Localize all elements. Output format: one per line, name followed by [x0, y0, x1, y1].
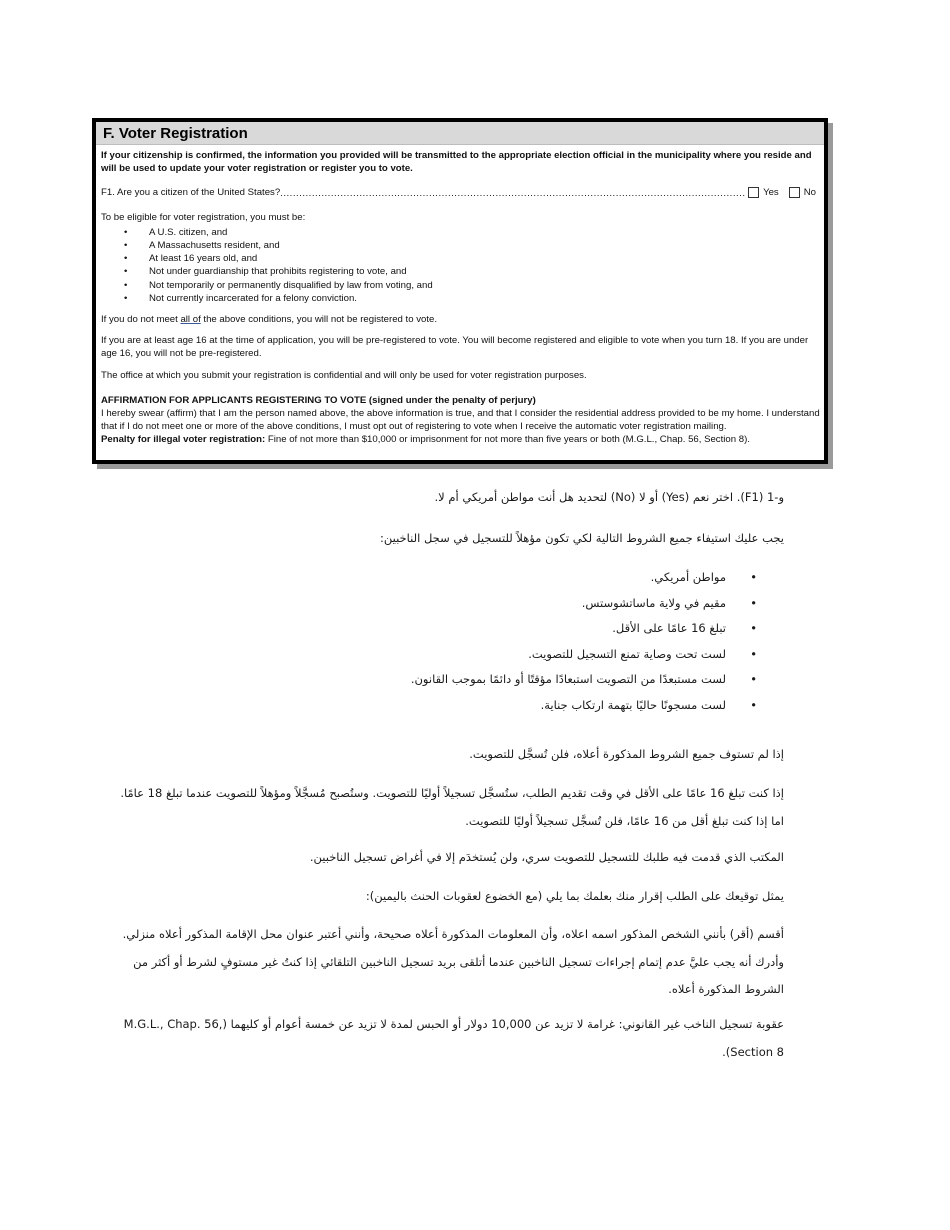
arabic-not-meet: إذا لم تستوف جميع الشروط المذكورة أعلاه، فلن تُسجَّل للتصويت. — [469, 747, 784, 761]
eligibility-list — [101, 226, 824, 305]
list-item: • لست تحت وصاية تمنع التسجيل للتصويت. — [108, 642, 784, 668]
voter-registration-form — [92, 118, 828, 464]
form-intro: If your citizenship is confirmed, the information you provided will be transmitted to the appropriate election official in the municipality where you reside and will be used to update your voter registration or register you to vote. — [101, 150, 812, 175]
no-label: No — [803, 187, 816, 199]
penalty-label: Penalty for illegal voter registration: — [101, 434, 266, 446]
yes-checkbox[interactable] — [748, 187, 759, 198]
arabic-eligibility-list — [108, 565, 784, 718]
confidential-paragraph: The office at which you submit your registration is confidential and will only be used for voter registration purposes. — [101, 369, 587, 381]
list-item: • Not under guardianship that prohibits registering to vote, and — [101, 265, 824, 278]
arabic-confidential: المكتب الذي قدمت فيه طلبك للتسجيل للتصويت سري، ولن يُستخدَم إلا في أغراض تسجيل الناخبين. — [309, 850, 784, 864]
arabic-eligibility-intro: يجب عليك استيفاء جميع الشروط التالية لكي تكون مؤهلاً للتسجيل في سجل الناخبين: — [379, 531, 784, 545]
penalty-text: Fine of not more than $10,000 or imprisonment for not more than five years or both (M.G.L., Chap. 56, Section 8). — [265, 434, 750, 446]
age-paragraph: If you are at least age 16 at the time of application, you will be pre-registered to vote. You will become registered and eligible to vote when you turn 18. If you are under age 16, you will not be pre-registered. — [101, 335, 809, 360]
list-item: • Not currently incarcerated for a felony conviction. — [101, 292, 824, 305]
yes-label: Yes — [763, 187, 779, 199]
not-meet-text-start: If you do not meet — [101, 314, 181, 326]
list-item: • مقيم في ولاية ماساتشوستس. — [108, 591, 784, 617]
list-item: • تبلغ 16 عامًا على الأقل. — [108, 616, 784, 642]
citizenship-question-row — [101, 186, 824, 199]
list-item: • A U.S. citizen, and — [101, 226, 824, 239]
list-item: • لست مسجونًا حاليًا بتهمة ارتكاب جناية. — [108, 693, 784, 719]
list-item: • At least 16 years old, and — [101, 252, 824, 265]
no-checkbox[interactable] — [789, 187, 800, 198]
not-meet-text-end: the above conditions, you will not be registered to vote. — [200, 314, 437, 326]
arabic-penalty: عقوبة تسجيل الناخب غير القانوني: غرامة لا تزيد عن 10,000 دولار أو الحبس لمدة لا تزيد عن خمسة أعوام أو كليهما (M.G.L., Chap. 56, Section 8). — [123, 1017, 784, 1059]
arabic-f1-line: و-1 (F1). اختر نعم (Yes) أو لا (No) لتحديد هل أنت مواطن أمريكي أم لا. — [434, 490, 784, 504]
arabic-signature-intro: يمثل توقيعك على الطلب إقرار منك بعلمك بما يلي (مع الخضوع لعقوبات الحنث باليمين): — [365, 889, 784, 903]
list-item: • مواطن أمريكي. — [108, 565, 784, 591]
list-item: • لست مستبعدًا من التصويت استبعادًا مؤقتًا أو دائمًا بموجب القانون. — [108, 667, 784, 693]
penalty-paragraph — [101, 433, 824, 446]
arabic-age-paragraph: إذا كنت تبلغ 16 عامًا على الأقل في وقت تقديم الطلب، ستُسجَّل تسجيلاً أوليًا للتصويت. وستُصبح مُسجَّلاً ومؤهلاً للتصويت عندما تبلغ 18 عامًا. اما إذا كنت تبلغ أقل من 16 عامًا، فلن تُسجَّل تسجيلاً أوليًا للتصويت. — [120, 786, 784, 828]
list-item: • A Massachusetts resident, and — [101, 239, 824, 252]
eligibility-title: To be eligible for voter registration, you must be: — [101, 211, 306, 223]
arabic-oath: أقسم (أقر) بأنني الشخص المذكور اسمه اعلاه، وأن المعلومات المذكورة أعلاه صحيحة، وأنني أعتبر عنوان محل الإقامة المذكور أعلاه منزلي. وأدرك أنه يجب عليَّ عدم إتمام إجراءات تسجيل الناخبين عندما أتلقى بريد تسجيل الناخبين التلقائي إذا كنتُ غير مستوفٍ لشرط أو أكثر من الشروط المذكورة أعلاه. — [122, 927, 784, 996]
form-title: F. Voter Registration — [96, 122, 824, 145]
list-item: • Not temporarily or permanently disqualified by law from voting, and — [101, 279, 824, 292]
citizenship-question: F1. Are you a citizen of the United States? — [101, 187, 281, 199]
not-meet-underlined: all of — [180, 314, 201, 326]
affirmation-text: I hereby swear (affirm) that I am the person named above, the above information is true, and that I consider the residential address provided to be my home. I understand that if I do not meet one or more of the above conditions, I must opt out of registering to vote when I receive the automatic voter registration mailing. — [101, 408, 820, 433]
not-meet-conditions — [101, 313, 824, 326]
affirmation-title: AFFIRMATION FOR APPLICANTS REGISTERING TO VOTE (signed under the penalty of perjury) — [101, 394, 536, 406]
leader-dots — [280, 187, 746, 200]
